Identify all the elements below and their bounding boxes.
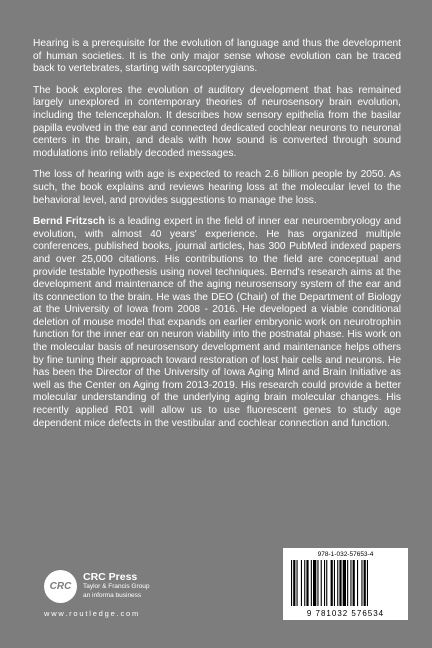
crc-badge-text: CRC [49,581,72,592]
publisher-tagline: an informa business [83,592,142,599]
isbn-text-top: 978-1-032-57653-4 [317,551,374,558]
author-bio-text: is a leading expert in the field of inner ear neuroembryology and evolution, with almost 40 years' experience. He has organized multiple conferences, published books, journal articles, has 300 PubMed indexed papers and over 25,000 citations. His contributions to the field are conceptual and provide testable hypothesis using novel techniques. Bernd's research aims at the development and maintenance of the aging neurosensory system of the ear and its connection to the brain. He was the DEO (Chair) of the Department of Biology at the University of Iowa from 2008 - 2016. He developed a viable conditional deletion of mouse model that expands on earlier embryonic work on neurotrophin function for the inner ear on neuron viability into the postnatal phase. His work on the molecular basis of neurosensory development and maintenance helps others by fine tuning their approach toward restoration of lost hair cells and neurons. He has been the Director of the University of Iowa Aging Mind and Brain Initiative as well as the Center on Aging from 2013-2019. His research could provide a better molecular understanding of the underlying aging brain molecular changes. His recently applied R01 will allow us to use fluorescent genes to study age dependent mice defects in the vestibular and cochlear connection and function. [33,216,401,429]
isbn-barcode [283,548,408,620]
publisher-name: CRC Press [83,571,138,583]
blurb-paragraph-3: The loss of hearing with age is expected to reach 2.6 billion people by 2050. As such, the book explains and reviews hearing loss at the molecular level to the behavioral level, and provides suggestions to manage the loss. [33,169,401,206]
isbn-text-bottom: 9 781032 576534 [306,609,385,618]
crc-logo-icon [44,570,77,603]
publisher-group: Taylor & Francis Group [83,583,150,590]
back-cover-blurb [33,38,401,439]
blurb-paragraph-2: The book explores the evolution of auditory development that has remained largely unexplored in contemporary theories of neurosensory brain evolution, including the telencephalon. It describes how sensory epithelia from the basilar papilla evolved in the ear and connected dedicated cochlear neurons to neuronal centers in the brain, and deals with how sound is converted through sound modulations into reliably decoded messages. [33,84,401,159]
blurb-paragraph-1: Hearing is a prerequisite for the evolution of language and thus the development of human societies. It is the only major sense whose evolution can be traced back to vertebrates, starting with sarcopterygians. [33,38,401,75]
author-name: Bernd Fritzsch [33,216,105,228]
author-bio [33,216,401,430]
barcode-bars [291,560,400,606]
publisher-logo [44,570,149,603]
publisher-website: www.routledge.com [44,609,141,618]
publisher-text [83,573,149,600]
